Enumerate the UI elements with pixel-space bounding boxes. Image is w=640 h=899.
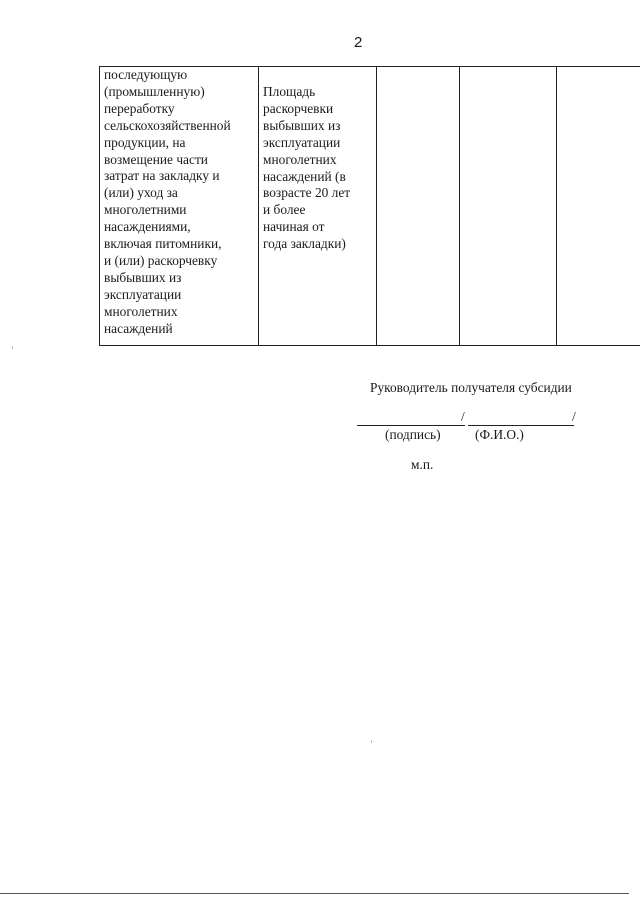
scan-speck (371, 740, 372, 743)
signature-caption: (подпись) (385, 427, 441, 442)
separator-slash: / (461, 409, 465, 424)
signer-title: Руководитель получателя субсидии (370, 380, 572, 395)
scan-speck (12, 346, 13, 349)
data-table (99, 66, 640, 346)
cell-text: последующую (промышленную) переработку сельскохозяйственной продукции, на возмещение части затрат на закладку и (или) уход за многолетними насаждениями, включая питомники, и (или) раскорчевку выбывших из эксплуатации многолетних насаждений (104, 67, 231, 336)
table-cell-indicator (259, 67, 377, 346)
table-cell-empty (557, 67, 640, 346)
table-cell-empty (377, 67, 460, 346)
page-number: 2 (354, 34, 363, 51)
separator-slash: / (572, 409, 576, 424)
cell-text: Площадь раскорчевки выбывших из эксплуатации многолетних насаждений (в возрасте 20 лет и более начиная от года закладки) (263, 84, 351, 252)
stamp-placeholder: м.п. (411, 457, 434, 472)
table-cell-description (100, 67, 259, 346)
name-line (468, 425, 574, 426)
signature-line (357, 425, 465, 426)
table-row (100, 67, 640, 346)
name-caption: (Ф.И.О.) (475, 427, 524, 442)
page-bottom-edge (0, 893, 629, 894)
table-cell-empty (460, 67, 557, 346)
